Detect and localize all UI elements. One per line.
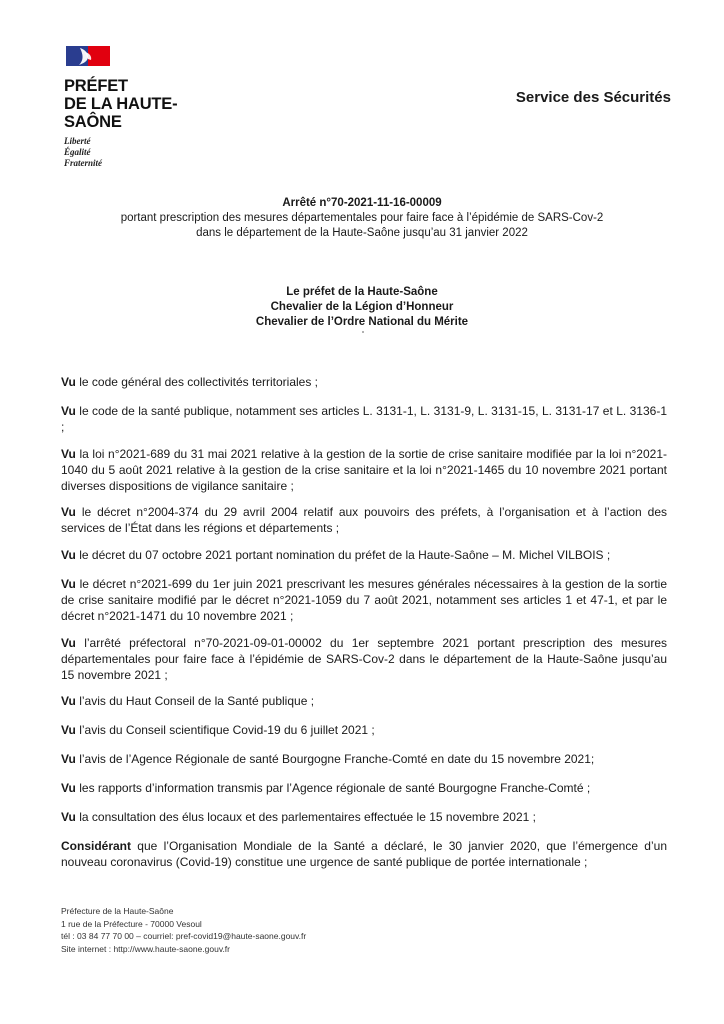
consideration-paragraph xyxy=(61,722,667,738)
motto-liberte: Liberté xyxy=(64,136,91,146)
consideration-paragraph xyxy=(61,809,667,825)
prefet-name: Le préfet de la Haute-Saône xyxy=(286,286,438,298)
paragraph-text: l’arrêté préfectoral n°70-2021-09-01-00002 du 1er septembre 2021 portant prescription des mesures départementales pour faire face à l’épidémie de SARS-Cov-2 dans le département de la Haute-Saône jusqu’au 15 novembre 2021 ; xyxy=(61,636,667,682)
scan-speck xyxy=(362,331,364,333)
consideration-paragraph xyxy=(61,635,667,683)
marianne-flag-icon xyxy=(66,46,110,66)
consideration-paragraph xyxy=(61,547,667,563)
paragraph-lead: Vu xyxy=(61,636,76,650)
arrete-header xyxy=(0,196,724,241)
footer-line: Préfecture de la Haute-Saône xyxy=(61,906,174,916)
consideration-paragraph xyxy=(61,374,667,390)
prefet-title-line: DE LA HAUTE- xyxy=(64,95,178,113)
republic-motto xyxy=(64,136,194,169)
consideration-paragraph xyxy=(61,780,667,796)
paragraph-text: que l’Organisation Mondiale de la Santé a déclaré, le 30 janvier 2020, que l’émergence d’un nouveau coronavirus (Covid-19) constitue une urgence de santé publique de portée internationale ; xyxy=(61,839,667,869)
paragraph-lead: Vu xyxy=(61,577,76,591)
arrete-number: Arrêté n°70-2021-11-16-00009 xyxy=(282,197,442,209)
paragraph-lead: Vu xyxy=(61,375,76,389)
paragraph-text: les rapports d’information transmis par l’Agence régionale de santé Bourgogne Franche-Comté ; xyxy=(75,781,591,795)
paragraph-lead: Vu xyxy=(61,548,76,562)
paragraph-text: le décret du 07 octobre 2021 portant nomination du préfet de la Haute-Saône – M. Michel VILBOIS ; xyxy=(75,548,611,562)
consideration-paragraph xyxy=(61,403,667,435)
prefet-logo xyxy=(64,46,194,169)
consideration-paragraph xyxy=(61,838,667,870)
paragraph-text: la consultation des élus locaux et des parlementaires effectuée le 15 novembre 2021 ; xyxy=(75,810,536,824)
footer-line: Site internet : http://www.haute-saone.gouv.fr xyxy=(61,943,230,954)
prefecture-footer xyxy=(61,905,306,955)
arrete-subtitle-line: dans le département de la Haute-Saône jusqu’au 31 janvier 2022 xyxy=(196,227,528,239)
prefet-title xyxy=(64,77,194,131)
motto-egalite: Égalité xyxy=(64,147,91,157)
motto-fraternite: Fraternité xyxy=(64,158,103,168)
prefet-title-line: SAÔNE xyxy=(64,113,122,131)
consideration-paragraph xyxy=(61,446,667,494)
paragraph-text: la loi n°2021-689 du 31 mai 2021 relative à la gestion de la sortie de crise sanitaire modifiée par la loi n°2021-1040 du 5 août 2021 relative à la gestion de la crise sanitaire et la loi n°2021-1465 du 10 novembre 2021 portant diverses dispositions de vigilance sanitaire ; xyxy=(61,447,667,493)
paragraph-lead: Vu xyxy=(61,723,76,737)
paragraph-text: le code de la santé publique, notamment ses articles L. 3131-1, L. 3131-9, L. 3131-15, L. 3131-17 et L. 3136-1 ; xyxy=(61,404,667,434)
footer-line: 1 rue de la Préfecture - 70000 Vesoul xyxy=(61,918,202,929)
arrete-subtitle-line: portant prescription des mesures départementales pour faire face à l’épidémie de SARS-Cov-2 xyxy=(120,212,604,224)
prefet-distinction: Chevalier de l’Ordre National du Mérite xyxy=(255,316,469,328)
paragraph-lead: Vu xyxy=(61,447,76,461)
service-name: Service des Sécurités xyxy=(515,89,671,106)
paragraph-text: le décret n°2021-699 du 1er juin 2021 prescrivant les mesures générales nécessaires à la gestion de la sortie de crise sanitaire modifié par le décret n°2021-1059 du 7 août 2021, notamment ses articles 1 et 47-1, et par le décret n°2021-1471 du 10 novembre 2021 ; xyxy=(61,577,667,623)
footer-line: tél : 03 84 77 70 00 – courriel: pref-covid19@haute-saone.gouv.fr xyxy=(61,931,307,941)
paragraph-lead: Considérant xyxy=(61,839,132,853)
paragraph-lead: Vu xyxy=(61,810,76,824)
consideration-paragraph xyxy=(61,576,667,624)
consideration-paragraph xyxy=(61,693,667,709)
consideration-paragraph xyxy=(61,751,667,767)
prefet-title-line: PRÉFET xyxy=(64,77,128,95)
prefet-signatory xyxy=(0,285,724,330)
consideration-paragraph xyxy=(61,504,667,536)
paragraph-text: l’avis du Haut Conseil de la Santé publique ; xyxy=(75,694,315,708)
paragraph-text: l’avis de l’Agence Régionale de santé Bourgogne Franche-Comté en date du 15 novembre 2021; xyxy=(75,752,595,766)
paragraph-lead: Vu xyxy=(61,505,76,519)
prefet-distinction: Chevalier de la Légion d’Honneur xyxy=(270,301,454,313)
paragraph-text: l’avis du Conseil scientifique Covid-19 du 6 juillet 2021 ; xyxy=(75,723,375,737)
paragraph-lead: Vu xyxy=(61,694,76,708)
paragraph-text: le code général des collectivités territoriales ; xyxy=(75,375,319,389)
paragraph-text: le décret n°2004-374 du 29 avril 2004 relatif aux pouvoirs des préfets, à l’organisation et à l’action des services de l’État dans les régions et départements ; xyxy=(61,505,667,535)
paragraph-lead: Vu xyxy=(61,752,76,766)
paragraph-lead: Vu xyxy=(61,781,76,795)
paragraph-lead: Vu xyxy=(61,404,76,418)
